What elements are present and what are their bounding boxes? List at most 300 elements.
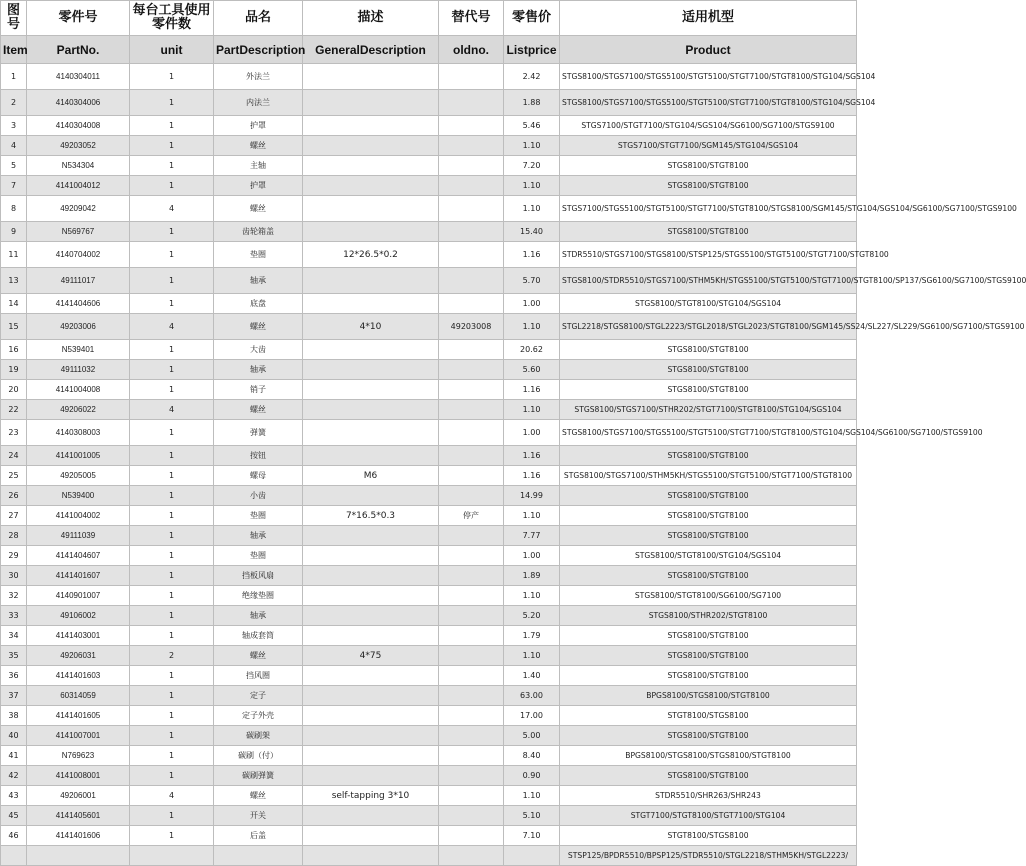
header-partno-cn: 零件号 [27, 1, 130, 36]
cell-part-number: 60314059 [27, 686, 130, 706]
cell-product: STGT8100/STGS8100 [560, 826, 857, 846]
cell-part-number: 4141401603 [27, 666, 130, 686]
cell-description [303, 586, 439, 606]
cell-description [303, 268, 439, 294]
cell-product: STGS8100/STGS7100/STHR202/STGT7100/STGT8100/STG104/SGS104 [560, 400, 857, 420]
cell-part-number: 4140304011 [27, 64, 130, 90]
cell-product: STGS8100/STGT8100 [560, 360, 857, 380]
cell-part-name: 大齿 [214, 340, 303, 360]
cell-description: self-tapping 3*10 [303, 786, 439, 806]
cell-old-number [439, 586, 504, 606]
cell-old-number [439, 686, 504, 706]
cell-list-price: 14.99 [504, 486, 560, 506]
header-oldno-cn: 替代号 [439, 1, 504, 36]
cell-old-number [439, 726, 504, 746]
cell-unit: 1 [130, 606, 214, 626]
cell-old-number [439, 268, 504, 294]
cell-unit: 4 [130, 786, 214, 806]
cell-description [303, 846, 439, 866]
cell-description [303, 420, 439, 446]
cell-part-name: 主轴 [214, 156, 303, 176]
cell-list-price: 1.10 [504, 646, 560, 666]
cell-unit: 1 [130, 686, 214, 706]
cell-description [303, 90, 439, 116]
cell-item: 32 [1, 586, 27, 606]
cell-description: 4*10 [303, 314, 439, 340]
table-row [1, 586, 857, 606]
header-name-en: PartDescription [214, 36, 303, 64]
cell-list-price: 5.60 [504, 360, 560, 380]
cell-unit: 1 [130, 626, 214, 646]
cell-old-number [439, 766, 504, 786]
cell-item: 13 [1, 268, 27, 294]
cell-unit: 1 [130, 420, 214, 446]
table-row [1, 566, 857, 586]
cell-product: STGS8100/STGS7100/STGS5100/STGT5100/STGT7100/STGT8100/STG104/SGS104 [560, 90, 857, 116]
cell-item: 1 [1, 64, 27, 90]
cell-list-price: 1.00 [504, 546, 560, 566]
cell-list-price: 5.20 [504, 606, 560, 626]
cell-list-price: 8.40 [504, 746, 560, 766]
cell-part-number: 49206022 [27, 400, 130, 420]
cell-list-price: 7.20 [504, 156, 560, 176]
cell-product: STGS8100/STGT8100 [560, 626, 857, 646]
cell-list-price: 1.10 [504, 136, 560, 156]
cell-unit: 1 [130, 380, 214, 400]
cell-part-number: 4140304008 [27, 116, 130, 136]
cell-old-number [439, 136, 504, 156]
cell-part-name: 护罩 [214, 176, 303, 196]
cell-part-number: 49205005 [27, 466, 130, 486]
cell-product: STGS8100/STGT8100 [560, 340, 857, 360]
cell-part-number: 4141404606 [27, 294, 130, 314]
cell-part-name: 轴承 [214, 360, 303, 380]
cell-unit: 1 [130, 666, 214, 686]
cell-description [303, 626, 439, 646]
cell-product: STGS8100/STGT8100 [560, 486, 857, 506]
cell-description [303, 156, 439, 176]
cell-description [303, 380, 439, 400]
cell-item: 40 [1, 726, 27, 746]
cell-unit: 4 [130, 314, 214, 340]
cell-list-price: 7.77 [504, 526, 560, 546]
cell-part-name: 轴承 [214, 268, 303, 294]
cell-list-price: 1.00 [504, 420, 560, 446]
cell-item: 28 [1, 526, 27, 546]
cell-part-name: 定子外壳 [214, 706, 303, 726]
cell-part-name: 底盘 [214, 294, 303, 314]
cell-item: 16 [1, 340, 27, 360]
table-row [1, 766, 857, 786]
cell-old-number: 停产 [439, 506, 504, 526]
cell-description [303, 64, 439, 90]
cell-product: STGS8100/STGT8100 [560, 506, 857, 526]
table-row [1, 196, 857, 222]
cell-description [303, 222, 439, 242]
cell-unit: 1 [130, 136, 214, 156]
cell-part-name: 销子 [214, 380, 303, 400]
cell-list-price: 63.00 [504, 686, 560, 706]
cell-old-number [439, 294, 504, 314]
cell-product: BPGS8100/STGS8100/STGT8100 [560, 686, 857, 706]
header-price-en: Listprice [504, 36, 560, 64]
cell-old-number [439, 486, 504, 506]
table-row [1, 486, 857, 506]
cell-part-name: 垫圈 [214, 242, 303, 268]
cell-item [1, 846, 27, 866]
cell-part-number: 49111032 [27, 360, 130, 380]
cell-old-number [439, 826, 504, 846]
cell-list-price: 7.10 [504, 826, 560, 846]
cell-part-name: 护罩 [214, 116, 303, 136]
cell-old-number [439, 116, 504, 136]
cell-product: STGT8100/STGS8100 [560, 706, 857, 726]
cell-list-price [504, 846, 560, 866]
table-row [1, 726, 857, 746]
table-row [1, 846, 857, 866]
table-row [1, 242, 857, 268]
cell-product: STGS8100/STGT8100/STG104/SGS104 [560, 546, 857, 566]
cell-product: STGS8100/STGS7100/STGS5100/STGT5100/STGT7100/STGT8100/STG104/SGS104 [560, 64, 857, 90]
cell-description [303, 706, 439, 726]
cell-product: STGS7100/STGT7100/STG104/SGS104/SG6100/SG7100/STGS9100 [560, 116, 857, 136]
cell-item: 36 [1, 666, 27, 686]
cell-product: STGS7100/STGS5100/STGT5100/STGT7100/STGT8100/STGS8100/SGM145/STG104/SGS104/SG6100/SG7100/STGS9100 [560, 196, 857, 222]
cell-description [303, 116, 439, 136]
cell-description [303, 746, 439, 766]
table-row [1, 526, 857, 546]
cell-part-name: 后盖 [214, 826, 303, 846]
table-row [1, 294, 857, 314]
cell-part-number: N769623 [27, 746, 130, 766]
cell-description [303, 666, 439, 686]
cell-unit: 1 [130, 526, 214, 546]
cell-description [303, 826, 439, 846]
cell-part-number: 4140704002 [27, 242, 130, 268]
cell-description [303, 446, 439, 466]
cell-product: STGS8100/STGT8100 [560, 156, 857, 176]
cell-part-number: 4140901007 [27, 586, 130, 606]
cell-unit [130, 846, 214, 866]
cell-description: 4*75 [303, 646, 439, 666]
cell-product: STGS8100/STGT8100 [560, 222, 857, 242]
cell-part-name: 螺丝 [214, 646, 303, 666]
cell-product: STGS8100/STGS7100/STHM5KH/STGS5100/STGT5100/STGT7100/STGT8100 [560, 466, 857, 486]
cell-part-name: 垫圈 [214, 546, 303, 566]
header-name-cn: 品名 [214, 1, 303, 36]
cell-unit: 1 [130, 242, 214, 268]
header-unit-en: unit [130, 36, 214, 64]
cell-old-number [439, 706, 504, 726]
table-row [1, 826, 857, 846]
cell-part-name: 螺丝 [214, 400, 303, 420]
table-row [1, 380, 857, 400]
cell-unit: 1 [130, 90, 214, 116]
cell-product: STGT7100/STGT8100/STGT7100/STG104 [560, 806, 857, 826]
cell-product: STGS8100/STDR5510/STGS7100/STHM5KH/STGS5100/STGT5100/STGT7100/STGT8100/SP137/SG6100/SG7100/STGS9100 [560, 268, 857, 294]
cell-unit: 1 [130, 746, 214, 766]
cell-item: 20 [1, 380, 27, 400]
cell-description [303, 526, 439, 546]
cell-old-number [439, 380, 504, 400]
header-item-cn: 图号 [1, 1, 27, 36]
cell-part-name: 螺丝 [214, 196, 303, 222]
cell-part-number: 4141008001 [27, 766, 130, 786]
cell-item: 33 [1, 606, 27, 626]
table-row [1, 786, 857, 806]
cell-unit: 1 [130, 506, 214, 526]
cell-item: 37 [1, 686, 27, 706]
cell-part-name [214, 846, 303, 866]
cell-old-number [439, 646, 504, 666]
cell-old-number [439, 64, 504, 90]
cell-list-price: 17.00 [504, 706, 560, 726]
cell-part-number: 4141401607 [27, 566, 130, 586]
cell-unit: 4 [130, 196, 214, 222]
cell-description [303, 176, 439, 196]
cell-part-number: 49111017 [27, 268, 130, 294]
cell-part-number: 4140308003 [27, 420, 130, 446]
cell-product: STGS8100/STGT8100 [560, 566, 857, 586]
cell-old-number [439, 846, 504, 866]
cell-part-name: 按钮 [214, 446, 303, 466]
cell-list-price: 1.16 [504, 380, 560, 400]
table-row [1, 268, 857, 294]
cell-item: 11 [1, 242, 27, 268]
cell-part-name: 外法兰 [214, 64, 303, 90]
cell-description [303, 486, 439, 506]
cell-unit: 4 [130, 400, 214, 420]
header-product-en: Product [560, 36, 857, 64]
cell-part-number: 4141405601 [27, 806, 130, 826]
table-row [1, 806, 857, 826]
cell-product: STGS8100/STGT8100 [560, 176, 857, 196]
cell-part-name: 螺丝 [214, 786, 303, 806]
header-product-cn: 适用机型 [560, 1, 857, 36]
cell-part-number: N539401 [27, 340, 130, 360]
cell-part-name: 定子 [214, 686, 303, 706]
cell-product: STGS8100/STGT8100 [560, 666, 857, 686]
cell-item: 14 [1, 294, 27, 314]
table-row [1, 64, 857, 90]
table-row [1, 156, 857, 176]
cell-product: STGS8100/STGT8100 [560, 446, 857, 466]
header-row-chinese [1, 1, 857, 36]
table-row [1, 116, 857, 136]
cell-unit: 1 [130, 826, 214, 846]
cell-part-number: 49206001 [27, 786, 130, 806]
cell-item: 38 [1, 706, 27, 726]
cell-product: STGS8100/STHR202/STGT8100 [560, 606, 857, 626]
cell-old-number [439, 400, 504, 420]
cell-part-name: 螺丝 [214, 136, 303, 156]
cell-description [303, 400, 439, 420]
header-price-cn: 零售价 [504, 1, 560, 36]
cell-part-name: 挡风圈 [214, 666, 303, 686]
cell-old-number [439, 196, 504, 222]
cell-unit: 1 [130, 222, 214, 242]
cell-description [303, 546, 439, 566]
cell-old-number [439, 446, 504, 466]
cell-description [303, 686, 439, 706]
cell-part-name: 轴承 [214, 606, 303, 626]
cell-part-number: N569767 [27, 222, 130, 242]
cell-item: 22 [1, 400, 27, 420]
cell-item: 19 [1, 360, 27, 380]
cell-item: 23 [1, 420, 27, 446]
cell-list-price: 20.62 [504, 340, 560, 360]
cell-part-number: N539400 [27, 486, 130, 506]
cell-item: 27 [1, 506, 27, 526]
table-row [1, 666, 857, 686]
cell-unit: 1 [130, 806, 214, 826]
cell-old-number [439, 526, 504, 546]
cell-list-price: 1.10 [504, 786, 560, 806]
cell-old-number [439, 786, 504, 806]
cell-item: 3 [1, 116, 27, 136]
cell-unit: 1 [130, 340, 214, 360]
cell-description [303, 606, 439, 626]
cell-list-price: 1.79 [504, 626, 560, 646]
cell-list-price: 1.89 [504, 566, 560, 586]
cell-list-price: 5.10 [504, 806, 560, 826]
cell-list-price: 1.16 [504, 242, 560, 268]
cell-unit: 1 [130, 360, 214, 380]
cell-old-number [439, 340, 504, 360]
cell-part-number: 4141007001 [27, 726, 130, 746]
table-row [1, 314, 857, 340]
cell-product: STGS7100/STGT7100/SGM145/STG104/SGS104 [560, 136, 857, 156]
cell-unit: 1 [130, 294, 214, 314]
cell-part-number: 49111039 [27, 526, 130, 546]
cell-item: 29 [1, 546, 27, 566]
cell-part-number: 4141404607 [27, 546, 130, 566]
table-row [1, 466, 857, 486]
cell-item: 15 [1, 314, 27, 340]
cell-part-number: 4141001005 [27, 446, 130, 466]
cell-list-price: 1.10 [504, 506, 560, 526]
cell-part-number: 4141401605 [27, 706, 130, 726]
cell-item: 46 [1, 826, 27, 846]
cell-old-number [439, 360, 504, 380]
cell-part-number: 4141004002 [27, 506, 130, 526]
table-row [1, 546, 857, 566]
cell-description [303, 294, 439, 314]
cell-description [303, 726, 439, 746]
cell-part-name: 螺母 [214, 466, 303, 486]
cell-unit: 1 [130, 726, 214, 746]
cell-part-name: 绝缘垫圈 [214, 586, 303, 606]
cell-part-number: 49203006 [27, 314, 130, 340]
cell-list-price: 1.10 [504, 314, 560, 340]
cell-part-number: 49206031 [27, 646, 130, 666]
header-desc-cn: 描述 [303, 1, 439, 36]
cell-old-number [439, 626, 504, 646]
cell-list-price: 1.00 [504, 294, 560, 314]
cell-old-number [439, 176, 504, 196]
cell-unit: 1 [130, 116, 214, 136]
header-unit-cn: 每台工具使用零件数 [130, 1, 214, 36]
cell-product: STGS8100/STGT8100 [560, 526, 857, 546]
table-row [1, 746, 857, 766]
table-row [1, 360, 857, 380]
cell-list-price: 5.46 [504, 116, 560, 136]
cell-part-number [27, 846, 130, 866]
cell-unit: 1 [130, 176, 214, 196]
cell-part-name: 轴成套筒 [214, 626, 303, 646]
cell-old-number [439, 566, 504, 586]
cell-item: 45 [1, 806, 27, 826]
header-oldno-en: oldno. [439, 36, 504, 64]
cell-unit: 1 [130, 64, 214, 90]
cell-item: 24 [1, 446, 27, 466]
cell-description [303, 806, 439, 826]
table-row [1, 646, 857, 666]
cell-part-name: 开关 [214, 806, 303, 826]
cell-product: STGS8100/STGT8100 [560, 726, 857, 746]
cell-part-name: 内法兰 [214, 90, 303, 116]
cell-old-number: 49203008 [439, 314, 504, 340]
cell-item: 7 [1, 176, 27, 196]
cell-part-number: 49203052 [27, 136, 130, 156]
cell-old-number [439, 806, 504, 826]
cell-part-number: 49209042 [27, 196, 130, 222]
cell-description [303, 196, 439, 222]
table-row [1, 340, 857, 360]
cell-unit: 1 [130, 466, 214, 486]
cell-part-name: 齿轮箱盖 [214, 222, 303, 242]
header-desc-en: GeneralDescription [303, 36, 439, 64]
cell-list-price: 1.88 [504, 90, 560, 116]
cell-part-name: 碳刷（付） [214, 746, 303, 766]
cell-product: STGS8100/STGS7100/STGS5100/STGT5100/STGT7100/STGT8100/STG104/SGS104/SG6100/SG7100/STGS9100 [560, 420, 857, 446]
cell-product: STGS8100/STGT8100 [560, 646, 857, 666]
table-row [1, 222, 857, 242]
table-row [1, 606, 857, 626]
cell-part-name: 碳刷弹簧 [214, 766, 303, 786]
cell-product: STGS8100/STGT8100 [560, 380, 857, 400]
cell-part-name: 轴承 [214, 526, 303, 546]
cell-part-number: 4141403001 [27, 626, 130, 646]
cell-description [303, 566, 439, 586]
cell-product: STGS8100/STGT8100 [560, 766, 857, 786]
cell-list-price: 1.10 [504, 196, 560, 222]
cell-description [303, 360, 439, 380]
cell-part-number: 4141004008 [27, 380, 130, 400]
cell-old-number [439, 420, 504, 446]
cell-product: STGS8100/STGT8100/STG104/SGS104 [560, 294, 857, 314]
cell-list-price: 1.10 [504, 400, 560, 420]
cell-list-price: 1.40 [504, 666, 560, 686]
cell-product: BPGS8100/STGS8100/STGS8100/STGT8100 [560, 746, 857, 766]
cell-old-number [439, 466, 504, 486]
cell-old-number [439, 242, 504, 268]
cell-old-number [439, 606, 504, 626]
cell-part-name: 碳刷架 [214, 726, 303, 746]
cell-item: 2 [1, 90, 27, 116]
cell-old-number [439, 222, 504, 242]
cell-product: STSP125/BPDR5510/BPSP125/STDR5510/STGL2218/STHM5KH/STGL2223/ [560, 846, 857, 866]
cell-item: 9 [1, 222, 27, 242]
table-row [1, 626, 857, 646]
cell-description: 7*16.5*0.3 [303, 506, 439, 526]
cell-item: 35 [1, 646, 27, 666]
cell-part-number: N534304 [27, 156, 130, 176]
cell-unit: 1 [130, 546, 214, 566]
cell-unit: 1 [130, 156, 214, 176]
table-row [1, 706, 857, 726]
cell-old-number [439, 156, 504, 176]
